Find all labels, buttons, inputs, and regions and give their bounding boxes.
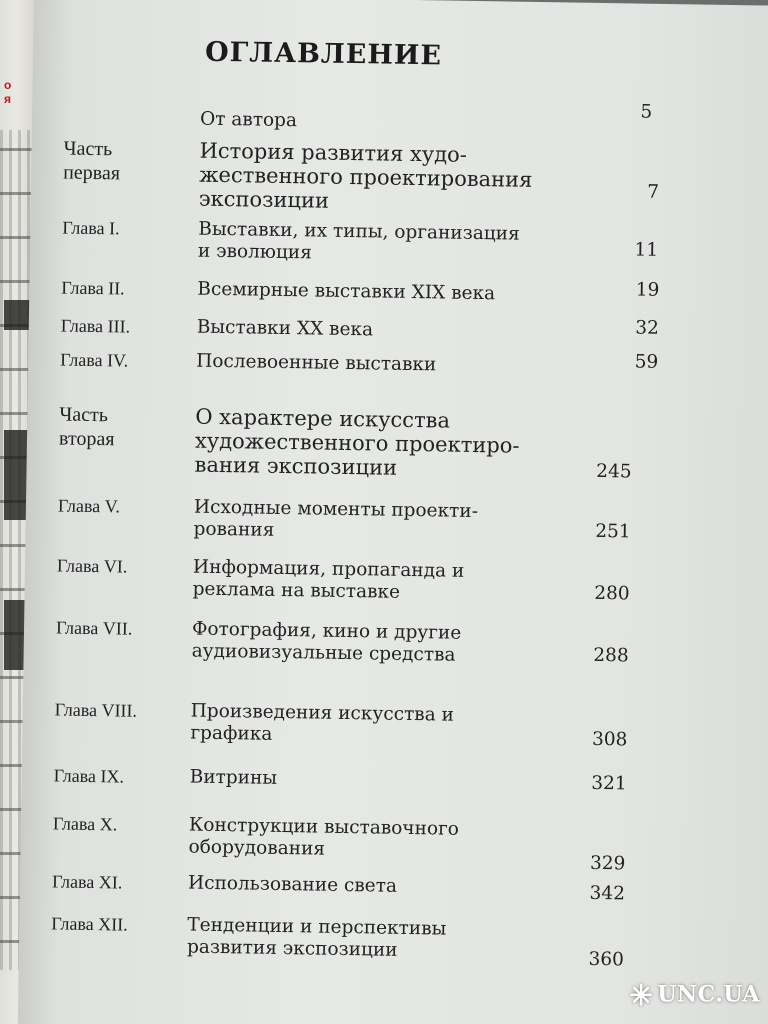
- page-title: ОГЛАВЛЕНИЕ: [204, 36, 443, 72]
- chapter-label: Глава IV.: [60, 349, 129, 371]
- entry-title: Исходные моменты проекти- рования: [193, 496, 479, 541]
- part-label: Часть вторая: [58, 403, 115, 451]
- page-number: 360: [588, 948, 625, 971]
- entry-title: Фотография, кино и другие аудиовизуальные средства: [191, 618, 462, 666]
- entry-title: Всемирные выставки XIX века: [197, 278, 496, 305]
- page-number: 308: [591, 728, 628, 751]
- page-number: 11: [634, 239, 659, 261]
- chapter-label: Глава II.: [61, 277, 125, 299]
- entry-title: Использование света: [187, 872, 398, 897]
- chapter-label: Глава V.: [57, 495, 121, 517]
- chapter-label: Глава XI.: [51, 871, 123, 893]
- entry-title: История развития худо- жественного проектирования экспозиции: [198, 138, 533, 213]
- page-number: 329: [589, 852, 626, 875]
- chapter-label: Глава XII.: [51, 913, 128, 935]
- page-number: 32: [635, 317, 659, 339]
- page-number: 59: [634, 351, 659, 373]
- watermark: [629, 979, 760, 1012]
- chapter-label: Глава IX.: [53, 765, 125, 787]
- snowflake-logo-icon: ✳: [629, 979, 654, 1012]
- entry-title: Послевоенные выставки: [196, 350, 437, 376]
- entry-title: Информация, пропаганда и реклама на выставке: [192, 556, 465, 603]
- left-page-red-text: я: [4, 92, 12, 106]
- entry-title: Конструкции выставочного оборудования: [188, 814, 460, 860]
- page-number: 288: [593, 644, 629, 667]
- page-number: 245: [596, 460, 632, 483]
- entry-title: О характере искусства художественного проектиро- вания экспозиции: [194, 404, 520, 480]
- page-number: 280: [594, 582, 630, 605]
- chapter-label: Глава VII.: [55, 617, 133, 639]
- entry-title: От автора: [199, 108, 298, 132]
- entry-title: Выставки XX века: [196, 316, 374, 341]
- entry-title: Выставки, их типы, организация и эволюция: [197, 218, 520, 264]
- page-number: 7: [647, 181, 660, 203]
- chapter-label: Глава VI.: [56, 555, 128, 577]
- chapter-label: Глава I.: [62, 217, 120, 239]
- page-number: 342: [589, 882, 626, 905]
- page-number: 5: [640, 101, 653, 123]
- entry-title: Тенденции и перспективы развития экспозиции: [186, 914, 447, 961]
- page-number: 19: [635, 279, 660, 301]
- chapter-label: Глава X.: [52, 813, 118, 835]
- toc-page: [18, 0, 768, 1024]
- left-page-red-text: о: [4, 78, 12, 92]
- entry-title: Произведения искусства и графика: [190, 700, 455, 745]
- page-number: 321: [591, 772, 627, 795]
- chapter-label: Глава III.: [60, 315, 131, 337]
- watermark-text: UNC.UA: [657, 981, 760, 1008]
- chapter-label: Глава VIII.: [54, 699, 138, 721]
- part-label: Часть первая: [63, 137, 121, 185]
- page-number: 251: [595, 520, 631, 543]
- entry-title: Витрины: [189, 766, 278, 789]
